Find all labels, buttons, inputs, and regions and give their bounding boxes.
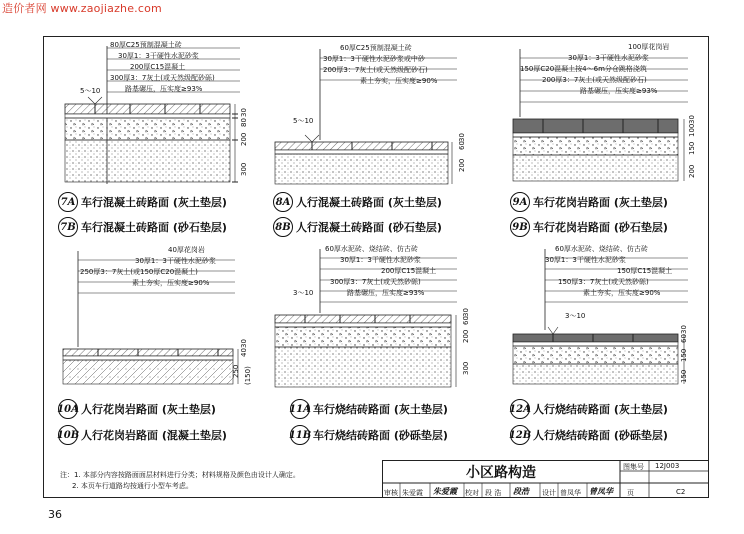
dim-label: 30 [680, 325, 688, 334]
check-label: 校对 [465, 489, 479, 497]
dim-label: 40 [240, 348, 248, 357]
caption-11a: 11A 车行烧结砖路面 (灰土垫层) [290, 399, 448, 419]
layer-label: 100厚花岗岩 [628, 43, 670, 51]
caption-10b: 10B 人行花岗岩路面 (混凝土垫层) [58, 425, 227, 445]
watermark: 造价者网 www.zaojiazhe.com [2, 2, 162, 15]
layer-label: 150厚C20混凝土按4～6m分仓跳格浇筑 [520, 65, 647, 73]
dim-label: 30 [240, 108, 248, 117]
layer-label: 30厚1：3干硬性水泥砂浆 [568, 54, 649, 62]
review-label: 审核 [384, 489, 398, 497]
page-label: 页 [627, 489, 634, 497]
dim-label: 100 [688, 123, 696, 137]
reviewer-name: 朱爱霞 [402, 489, 423, 497]
layer-label: 60厚水泥砖、烧结砖、仿古砖 [555, 245, 648, 253]
layer-label: 200厚C15混凝土 [381, 267, 437, 275]
note-line: 2. 本页车行道路均按通行小型车考虑。 [72, 482, 193, 490]
caption-7b: 7B 车行混凝土砖路面 (砂石垫层) [58, 217, 227, 237]
dim-label: 150 [680, 348, 688, 362]
dim-label: 60 [462, 316, 470, 325]
layer-label: 素土夯实，压实度≥90% [360, 77, 438, 85]
dim-label: 300 [240, 162, 248, 176]
layer-label: 60厚C25预制混凝土砖 [340, 44, 412, 52]
dim-label: 30 [458, 133, 466, 142]
dim-label: 150 [688, 141, 696, 155]
layer-label: 30厚1：3干硬性水泥砂浆 [545, 256, 626, 264]
layer-label: 80厚C25预制混凝土砖 [110, 41, 182, 49]
caption-9a: 9A 车行花岗岩路面 (灰土垫层) [510, 192, 668, 212]
dim-label: 300 [462, 361, 470, 375]
layer-label: 30厚1：3干硬性水泥砂浆 [118, 52, 199, 60]
joint-gap-label: 5～10 [80, 87, 101, 95]
designer-signature: 曾凤华 [589, 486, 613, 496]
layer-label: 40厚花岗岩 [168, 246, 205, 254]
detail-tag: 9B [510, 217, 530, 237]
dim-label: 200 [462, 329, 470, 343]
detail-tag: 8B [273, 217, 293, 237]
dim-label: 60 [680, 334, 688, 343]
designer-name: 曾凤华 [560, 489, 581, 497]
caption-12a: 12A 人行烧结砖路面 (灰土垫层) [510, 399, 668, 419]
dim-label: 30 [462, 308, 470, 317]
page-code: C2 [676, 488, 686, 496]
caption-11b: 11B 车行烧结砖路面 (砂砾垫层) [290, 425, 448, 445]
layer-label: 30厚1：3干硬性水泥砂浆 [340, 256, 421, 264]
detail-tag: 10B [58, 425, 78, 445]
detail-tag: 9A [510, 192, 530, 212]
caption-12b: 12B 人行烧结砖路面 (砂砾垫层) [510, 425, 668, 445]
dim-label: 250 [232, 364, 240, 378]
checker-name: 段 浩 [485, 489, 502, 497]
layer-label: 300厚3：7灰土(或天然级配砂砾) [110, 74, 215, 82]
dim-label: 200 [240, 132, 248, 146]
layer-label: 素土夯实，压实度≥90% [132, 279, 210, 287]
caption-9b: 9B 车行花岗岩路面 (砂石垫层) [510, 217, 668, 237]
caption-8b: 8B 人行混凝土砖路面 (砂石垫层) [273, 217, 442, 237]
dim-label: 30 [688, 115, 696, 124]
layer-label: 200厚3：7灰土(或天然级配砂石) [542, 76, 647, 84]
detail-tag: 12B [510, 425, 530, 445]
detail-tag: 8A [273, 192, 293, 212]
layer-label: 200厚3：7灰土(或天然级配砂石) [323, 66, 428, 74]
design-label: 设计 [542, 489, 556, 497]
dim-label: 80 [240, 118, 248, 127]
section-drawing-11 [272, 245, 472, 395]
layer-label: 150厚3：7灰土(或天然砂砾) [558, 278, 649, 286]
detail-tag: 10A [58, 399, 78, 419]
detail-tag: 11A [290, 399, 310, 419]
layer-label: 素土夯实，压实度≥90% [583, 289, 661, 297]
caption-10a: 10A 人行花岗岩路面 (灰土垫层) [58, 399, 216, 419]
detail-tag: 12A [510, 399, 530, 419]
checker-signature: 段浩 [513, 486, 529, 496]
notes [60, 470, 300, 492]
page-number: 36 [48, 508, 62, 521]
drawing-title: 小区路构造 [466, 465, 536, 481]
layer-label: 150厚C15混凝土 [617, 267, 673, 275]
reviewer-signature: 朱爱霞 [433, 486, 457, 496]
dim-label: 200 [688, 164, 696, 178]
layer-label: 30厚1：3干硬性水泥砂浆 [135, 257, 216, 265]
layer-label: 250厚3：7灰土(或150厚C20混凝土) [80, 268, 198, 276]
joint-gap-label: 3～10 [565, 312, 586, 320]
dim-label: 60 [458, 141, 466, 150]
dim-label: (150) [244, 366, 252, 385]
layer-label: 300厚3：7灰土(或天然砂砾) [330, 278, 421, 286]
layer-label: 路基碾压，压实度≥93% [347, 289, 425, 297]
dim-label: 30 [240, 339, 248, 348]
layer-label: 60厚水泥砖、烧结砖、仿古砖 [325, 245, 418, 253]
dim-label: 200 [458, 158, 466, 172]
caption-7a: 7A 车行混凝土砖路面 (灰土垫层) [58, 192, 227, 212]
layer-label: 路基碾压，压实度≥93% [580, 87, 658, 95]
joint-gap-label: 5～10 [293, 117, 314, 125]
layer-label: 200厚C15混凝土 [130, 63, 186, 71]
dim-label: 150 [680, 369, 688, 383]
layer-label: 30厚1：3干硬性水泥砂浆或中砂 [323, 55, 425, 63]
detail-tag: 7A [58, 192, 78, 212]
atlas-number: 12J003 [655, 462, 680, 470]
caption-8a: 8A 人行混凝土砖路面 (灰土垫层) [273, 192, 442, 212]
joint-gap-label: 3～10 [293, 289, 314, 297]
detail-tag: 7B [58, 217, 78, 237]
detail-tag: 11B [290, 425, 310, 445]
note-line: 注：1. 本部分内容按路面面层材料进行分类；材料规格及颜色由设计人确定。 [60, 471, 300, 479]
atlas-label: 图集号 [623, 463, 644, 471]
layer-label: 路基碾压，压实度≥93% [125, 85, 203, 93]
